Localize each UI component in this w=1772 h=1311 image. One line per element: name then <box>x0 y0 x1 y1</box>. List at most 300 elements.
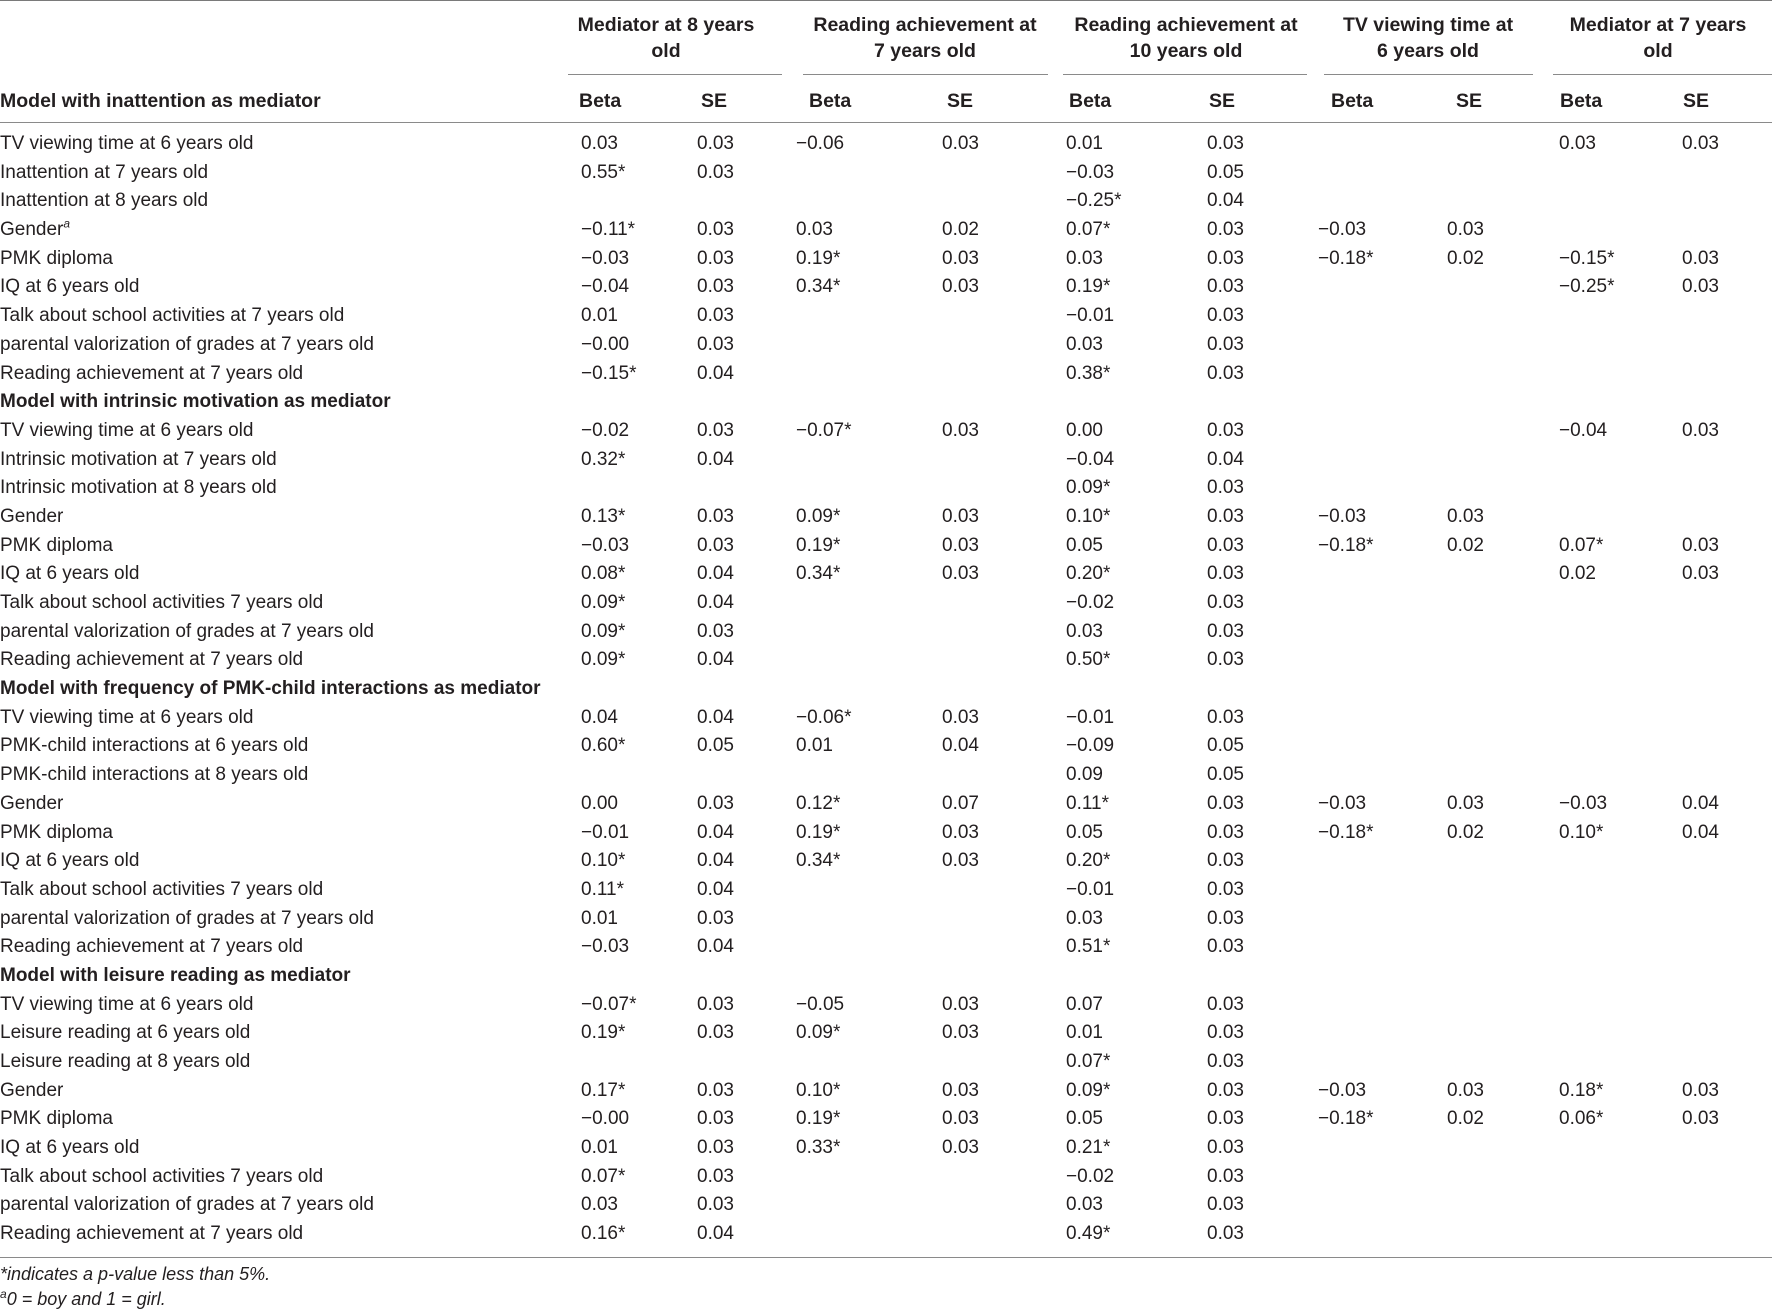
se-cell: 0.03 <box>697 333 734 355</box>
se-cell: 0.03 <box>1207 592 1244 613</box>
se-cell: 0.03 <box>1207 1223 1244 1245</box>
table-row <box>0 1105 1772 1134</box>
beta-cell: 0.05 <box>1066 1108 1103 1130</box>
se-cell: 0.03 <box>1207 878 1244 900</box>
se-cell: 0.03 <box>1207 505 1244 527</box>
se-cell: 0.03 <box>1447 219 1484 241</box>
beta-cell: −0.02 <box>581 419 630 441</box>
se-cell: 0.03 <box>942 1108 979 1130</box>
row-label-text: Model with frequency of PMK-child interactions as mediator <box>0 678 541 700</box>
se-cell: 0.03 <box>1207 133 1244 154</box>
row-label <box>0 933 303 962</box>
table-row <box>0 991 1772 1020</box>
beta-cell: −0.15* <box>1559 247 1615 269</box>
se-cell: 0.03 <box>1207 477 1244 499</box>
table-row <box>0 503 1772 532</box>
column-group-header <box>800 12 1050 64</box>
beta-cell: 0.03 <box>581 1194 618 1216</box>
beta-cell: −0.03 <box>1559 792 1608 814</box>
beta-cell: 0.01 <box>581 305 618 327</box>
column-group-rule <box>568 74 782 75</box>
footnote-gender <box>0 1287 166 1311</box>
row-label-text: parental valorization of grades at 7 years old <box>0 333 374 355</box>
se-cell: 0.03 <box>1682 534 1719 556</box>
se-cell: 0.03 <box>1207 821 1244 843</box>
table-row <box>0 187 1772 216</box>
footnote-marker: a <box>0 1287 7 1301</box>
beta-cell: −0.02 <box>1066 592 1115 613</box>
column-group-title: 7 years old <box>874 40 976 62</box>
se-cell: 0.03 <box>1682 419 1719 441</box>
row-label <box>0 1019 250 1048</box>
row-label-text: parental valorization of grades at 7 years old <box>0 1194 374 1216</box>
beta-cell: −0.04 <box>1559 419 1608 441</box>
beta-cell: 0.09* <box>581 592 626 613</box>
beta-cell: 0.01 <box>796 735 833 757</box>
beta-cell: 0.55* <box>581 161 626 183</box>
header-rule <box>0 122 1772 123</box>
se-cell: 0.03 <box>1207 563 1244 585</box>
beta-cell: 0.09* <box>1066 1079 1111 1101</box>
model-section-heading <box>0 675 1772 704</box>
se-cell: 0.03 <box>1207 620 1244 642</box>
beta-cell: 0.19* <box>796 534 841 556</box>
se-cell: 0.03 <box>1682 247 1719 269</box>
column-group-title: Mediator at 8 years <box>577 14 755 36</box>
table-row <box>0 245 1772 274</box>
row-label <box>0 589 323 618</box>
row-label-text: PMK diploma <box>0 247 113 269</box>
se-cell: 0.03 <box>1207 333 1244 355</box>
se-cell: 0.02 <box>1447 1108 1484 1130</box>
beta-cell: 0.38* <box>1066 362 1111 384</box>
se-cell: 0.03 <box>1207 649 1244 671</box>
column-group-title: Reading achievement at <box>1074 14 1298 36</box>
beta-cell: 0.19* <box>796 247 841 269</box>
se-cell: 0.03 <box>942 534 979 556</box>
row-label-text: Leisure reading at 6 years old <box>0 1022 251 1044</box>
beta-cell: 0.03 <box>1066 620 1103 642</box>
row-label <box>0 273 139 302</box>
beta-cell: −0.01 <box>1066 878 1115 900</box>
beta-cell: −0.18* <box>1318 821 1374 843</box>
row-label-text: TV viewing time at 6 years old <box>0 706 254 728</box>
beta-cell: −0.03 <box>1066 161 1115 183</box>
beta-cell: −0.00 <box>581 333 630 355</box>
se-cell: 0.03 <box>697 1079 734 1101</box>
column-group-title: 10 years old <box>1129 40 1243 62</box>
se-cell: 0.03 <box>697 1137 734 1159</box>
se-cell: 0.03 <box>1207 1051 1244 1072</box>
column-group-title: Reading achievement at <box>813 14 1037 36</box>
beta-cell: 0.21* <box>1066 1137 1111 1159</box>
se-cell: 0.05 <box>1207 764 1244 786</box>
se-cell: 0.03 <box>1207 1165 1244 1187</box>
beta-cell: 0.16* <box>581 1223 626 1245</box>
se-header: SE <box>947 90 974 112</box>
table-row <box>0 618 1772 647</box>
se-cell: 0.03 <box>697 247 734 269</box>
beta-cell: −0.03 <box>1318 219 1367 241</box>
row-label <box>0 159 208 188</box>
column-group-header <box>1548 12 1768 64</box>
beta-cell: 0.20* <box>1066 563 1111 585</box>
beta-cell: 0.11* <box>1066 792 1109 814</box>
beta-cell: 0.34* <box>796 850 841 872</box>
beta-cell: 0.19* <box>796 1108 841 1130</box>
se-cell: 0.03 <box>1207 305 1244 327</box>
table-row <box>0 1163 1772 1192</box>
row-label <box>0 819 113 848</box>
se-cell: 0.03 <box>942 1079 979 1101</box>
column-group-header <box>568 12 764 64</box>
table-row <box>0 704 1772 733</box>
table-row <box>0 1048 1772 1077</box>
row-label-text: PMK diploma <box>0 821 113 843</box>
se-cell: 0.03 <box>697 276 734 298</box>
se-cell: 0.03 <box>1682 563 1719 585</box>
beta-cell: 0.07* <box>1066 219 1111 241</box>
column-group-title: Mediator at 7 years <box>1569 14 1747 36</box>
row-label-text: Talk about school activities 7 years old <box>0 878 324 900</box>
beta-cell: 0.10* <box>1559 821 1604 843</box>
se-cell: 0.03 <box>697 219 734 241</box>
se-cell: 0.05 <box>697 735 734 757</box>
table-row <box>0 646 1772 675</box>
se-cell: 0.03 <box>1207 247 1244 269</box>
se-cell: 0.03 <box>942 247 979 269</box>
se-cell: 0.03 <box>942 419 979 441</box>
beta-cell: −0.00 <box>581 1108 630 1130</box>
se-cell: 0.02 <box>1447 821 1484 843</box>
table-row <box>0 819 1772 848</box>
se-cell: 0.03 <box>942 850 979 872</box>
se-cell: 0.03 <box>942 706 979 728</box>
beta-cell: −0.06* <box>796 706 852 728</box>
se-cell: 0.07 <box>942 792 979 814</box>
beta-cell: −0.25* <box>1559 276 1615 298</box>
se-cell: 0.03 <box>942 1137 979 1159</box>
se-cell: 0.03 <box>1207 362 1244 384</box>
table-row <box>0 216 1772 245</box>
beta-header: Beta <box>579 90 622 112</box>
beta-cell: −0.15* <box>581 362 637 384</box>
se-cell: 0.03 <box>1682 1108 1719 1130</box>
beta-cell: −0.01 <box>1066 706 1115 728</box>
footnote-significance: *indicates a p-value less than 5%. <box>0 1264 271 1284</box>
beta-cell: −0.03 <box>1318 792 1367 814</box>
se-cell: 0.03 <box>697 133 734 154</box>
column-group-rule <box>1324 74 1533 75</box>
row-label-text: Gender <box>0 1079 64 1101</box>
se-cell: 0.03 <box>1207 936 1244 958</box>
beta-cell: 0.03 <box>1066 333 1103 355</box>
footnote-marker: a <box>63 216 71 231</box>
se-cell: 0.03 <box>1207 219 1244 241</box>
table-row <box>0 761 1772 790</box>
beta-cell: 0.00 <box>581 792 618 814</box>
row-label-text: Intrinsic motivation at 8 years old <box>0 477 277 499</box>
row-label <box>0 560 139 589</box>
beta-cell: 0.07* <box>1559 534 1604 556</box>
beta-cell: 0.00 <box>1066 419 1103 441</box>
beta-cell: −0.06 <box>796 133 845 154</box>
table-row <box>0 159 1772 188</box>
se-cell: 0.03 <box>1207 419 1244 441</box>
row-label <box>0 790 63 819</box>
se-cell: 0.02 <box>1447 534 1484 556</box>
se-cell: 0.04 <box>942 735 979 757</box>
row-label <box>0 761 308 790</box>
se-cell: 0.04 <box>1682 821 1719 843</box>
beta-cell: 0.08* <box>581 563 626 585</box>
row-label-text: parental valorization of grades at 7 years old <box>0 620 374 642</box>
row-label-text: IQ at 6 years old <box>0 850 140 872</box>
se-cell: 0.03 <box>1207 907 1244 929</box>
table-row <box>0 532 1772 561</box>
row-label <box>0 130 253 159</box>
beta-cell: 0.12* <box>796 792 841 814</box>
beta-cell: 0.33* <box>796 1137 841 1159</box>
beta-header: Beta <box>1069 90 1112 112</box>
beta-cell: −0.03 <box>1318 505 1367 527</box>
se-cell: 0.03 <box>697 534 734 556</box>
beta-cell: 0.19* <box>581 1022 626 1044</box>
table-row <box>0 1019 1772 1048</box>
beta-cell: 0.09* <box>1066 477 1111 499</box>
beta-cell: 0.05 <box>1066 534 1103 556</box>
beta-header: Beta <box>1331 90 1374 112</box>
se-cell: 0.03 <box>1447 505 1484 527</box>
section-title <box>0 962 351 991</box>
table-row <box>0 1134 1772 1163</box>
table-row <box>0 905 1772 934</box>
column-group-header <box>1058 12 1314 64</box>
beta-cell: 0.07 <box>1066 993 1103 1015</box>
beta-cell: −0.18* <box>1318 247 1374 269</box>
row-label <box>0 1105 113 1134</box>
se-cell: 0.03 <box>942 821 979 843</box>
row-label <box>0 302 344 331</box>
se-header: SE <box>1209 90 1236 112</box>
row-label-text: TV viewing time at 6 years old <box>0 133 254 154</box>
se-cell: 0.04 <box>697 850 734 872</box>
beta-cell: −0.07* <box>581 993 637 1015</box>
se-cell: 0.04 <box>697 448 734 470</box>
first-model-heading: Model with inattention as mediator <box>0 90 321 112</box>
se-cell: 0.03 <box>1207 1108 1244 1130</box>
row-label <box>0 474 277 503</box>
beta-cell: 0.51* <box>1066 936 1111 958</box>
row-label <box>0 1134 139 1163</box>
se-cell: 0.03 <box>942 993 979 1015</box>
row-label-text: IQ at 6 years old <box>0 563 140 585</box>
row-label <box>0 216 70 245</box>
row-label <box>0 446 277 475</box>
row-label <box>0 331 374 360</box>
se-cell: 0.04 <box>1207 190 1244 212</box>
table-row <box>0 474 1772 503</box>
beta-cell: −0.02 <box>1066 1165 1115 1187</box>
beta-cell: −0.03 <box>1318 1079 1367 1101</box>
beta-cell: −0.03 <box>581 936 630 958</box>
row-label-text: Leisure reading at 8 years old <box>0 1051 251 1072</box>
beta-cell: 0.10* <box>1066 505 1111 527</box>
row-label <box>0 1191 374 1220</box>
row-label <box>0 704 253 733</box>
beta-cell: 0.01 <box>581 907 618 929</box>
se-cell: 0.03 <box>697 1108 734 1130</box>
beta-cell: 0.09* <box>796 1022 841 1044</box>
se-cell: 0.04 <box>697 362 734 384</box>
footnote-gender-text: 0 = boy and 1 = girl. <box>6 1289 166 1309</box>
se-cell: 0.03 <box>697 505 734 527</box>
beta-cell: −0.07* <box>796 419 852 441</box>
row-label <box>0 245 113 274</box>
row-label-text: Talk about school activities 7 years old <box>0 1165 324 1187</box>
beta-cell: 0.32* <box>581 448 626 470</box>
table-row <box>0 1077 1772 1106</box>
se-cell: 0.03 <box>1207 534 1244 556</box>
beta-header: Beta <box>809 90 852 112</box>
se-cell: 0.03 <box>942 563 979 585</box>
beta-cell: −0.11* <box>581 219 636 241</box>
beta-cell: 0.34* <box>796 276 841 298</box>
table-body <box>0 130 1772 1249</box>
beta-cell: −0.01 <box>581 821 630 843</box>
table-row <box>0 302 1772 331</box>
se-cell: 0.04 <box>697 1223 734 1245</box>
table-row <box>0 360 1772 389</box>
se-cell: 0.03 <box>942 133 979 154</box>
row-label-text: Model with leisure reading as mediator <box>0 964 351 986</box>
se-header: SE <box>701 90 728 112</box>
table-row <box>0 1191 1772 1220</box>
beta-cell: 0.34* <box>796 563 841 585</box>
row-label-text: Model with intrinsic motivation as mediator <box>0 391 391 413</box>
se-cell: 0.03 <box>1207 792 1244 814</box>
row-label-text: Reading achievement at 7 years old <box>0 362 304 384</box>
se-cell: 0.02 <box>942 219 979 241</box>
row-label-text: parental valorization of grades at 7 years old <box>0 907 374 929</box>
se-cell: 0.03 <box>697 305 734 327</box>
beta-cell: 0.03 <box>1559 133 1596 154</box>
se-cell: 0.03 <box>697 419 734 441</box>
row-label-text: Reading achievement at 7 years old <box>0 1223 304 1245</box>
beta-cell: 0.02 <box>1559 563 1596 585</box>
se-cell: 0.03 <box>942 505 979 527</box>
se-cell: 0.04 <box>697 649 734 671</box>
column-group-header <box>1318 12 1538 64</box>
table-row <box>0 446 1772 475</box>
table-row <box>0 1220 1772 1249</box>
row-label <box>0 1048 250 1077</box>
se-cell: 0.04 <box>1682 792 1719 814</box>
row-label <box>0 417 253 446</box>
table-row <box>0 876 1772 905</box>
se-cell: 0.04 <box>697 878 734 900</box>
table-row <box>0 790 1772 819</box>
beta-cell: −0.01 <box>1066 305 1115 327</box>
se-cell: 0.03 <box>1447 1079 1484 1101</box>
column-group-rule <box>803 74 1048 75</box>
row-label <box>0 876 323 905</box>
beta-cell: 0.03 <box>1066 1194 1103 1216</box>
row-label <box>0 532 113 561</box>
se-cell: 0.04 <box>697 563 734 585</box>
beta-cell: 0.13* <box>581 505 626 527</box>
se-cell: 0.05 <box>1207 161 1244 183</box>
beta-cell: −0.04 <box>1066 448 1115 470</box>
beta-cell: 0.03 <box>1066 907 1103 929</box>
beta-cell: 0.05 <box>1066 821 1103 843</box>
se-cell: 0.03 <box>1682 276 1719 298</box>
se-cell: 0.03 <box>697 1194 734 1216</box>
se-cell: 0.03 <box>697 1165 734 1187</box>
se-cell: 0.03 <box>1207 993 1244 1015</box>
beta-cell: 0.19* <box>796 821 841 843</box>
row-label-text: PMK diploma <box>0 1108 113 1130</box>
section-title <box>0 675 541 704</box>
se-cell: 0.03 <box>1207 1022 1244 1044</box>
row-label-text: IQ at 6 years old <box>0 276 140 298</box>
row-label-text: Inattention at 7 years old <box>0 161 209 183</box>
row-label <box>0 646 303 675</box>
beta-cell: 0.09 <box>1066 764 1103 786</box>
row-label <box>0 187 208 216</box>
row-label-text: PMK-child interactions at 8 years old <box>0 764 309 786</box>
se-cell: 0.03 <box>1207 706 1244 728</box>
beta-header: Beta <box>1560 90 1603 112</box>
section-title <box>0 388 391 417</box>
row-label-text: Reading achievement at 7 years old <box>0 936 304 958</box>
row-label-text: Gender <box>0 219 64 241</box>
row-label <box>0 991 253 1020</box>
column-group-title: old <box>1643 40 1673 62</box>
row-label <box>0 732 308 761</box>
beta-cell: 0.19* <box>1066 276 1111 298</box>
beta-cell: 0.03 <box>581 133 618 154</box>
se-cell: 0.03 <box>1447 792 1484 814</box>
table-row <box>0 560 1772 589</box>
column-group-rule <box>1063 74 1307 75</box>
row-label-text: TV viewing time at 6 years old <box>0 993 254 1015</box>
se-cell: 0.03 <box>942 276 979 298</box>
beta-cell: 0.10* <box>581 850 626 872</box>
beta-cell: 0.17* <box>581 1079 626 1101</box>
beta-cell: −0.03 <box>581 247 630 269</box>
table-row <box>0 273 1772 302</box>
row-label <box>0 1220 303 1249</box>
beta-cell: 0.09* <box>581 649 626 671</box>
model-section-heading <box>0 388 1772 417</box>
row-label-text: Gender <box>0 505 64 527</box>
se-cell: 0.03 <box>1207 1137 1244 1159</box>
row-label <box>0 1163 323 1192</box>
beta-cell: −0.18* <box>1318 534 1374 556</box>
se-cell: 0.03 <box>697 993 734 1015</box>
se-header: SE <box>1683 90 1710 112</box>
table-row <box>0 331 1772 360</box>
se-cell: 0.03 <box>1682 1079 1719 1101</box>
se-cell: 0.03 <box>1207 1079 1244 1101</box>
se-cell: 0.03 <box>942 1022 979 1044</box>
beta-cell: 0.03 <box>796 219 833 241</box>
beta-cell: −0.05 <box>796 993 845 1015</box>
beta-cell: 0.50* <box>1066 649 1111 671</box>
se-cell: 0.03 <box>1207 850 1244 872</box>
table-row <box>0 933 1772 962</box>
